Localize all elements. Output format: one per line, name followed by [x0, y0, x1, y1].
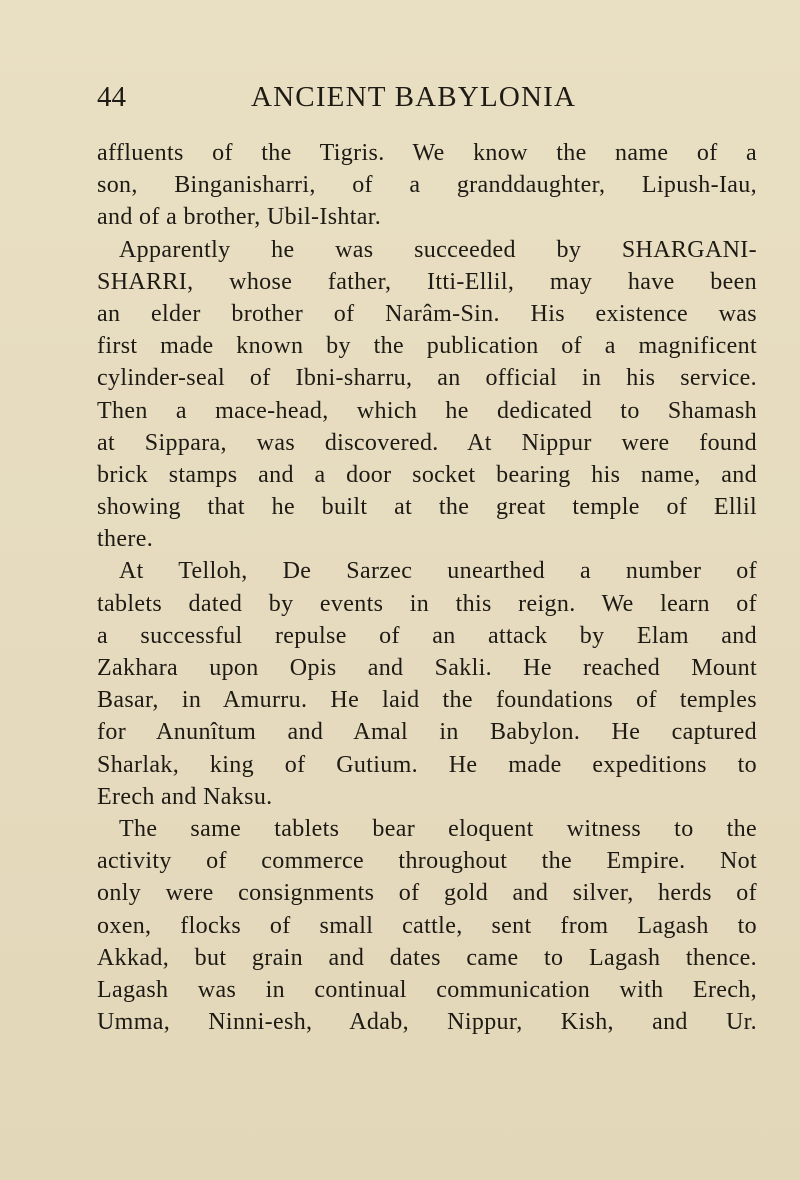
text-line: SHARRI, whose father, Itti-Ellil, may have been — [97, 268, 757, 295]
text-line: Akkad, but grain and dates came to Lagash thence. — [97, 944, 757, 971]
text-line: for Anunîtum and Amal in Babylon. He captured — [97, 719, 757, 746]
text-line: Basar, in Amurru. He laid the foundations of temples — [97, 687, 757, 714]
text-line: a successful repulse of an attack by Elam and — [97, 622, 757, 649]
text-line: affluents of the Tigris. We know the name of a — [97, 140, 757, 166]
text-line: Then a mace-head, which he dedicated to Shamash — [97, 397, 757, 424]
text-line: At Telloh, De Sarzec unearthed a number of — [119, 558, 757, 585]
text-line: an elder brother of Narâm-Sin. His existence was — [97, 300, 757, 327]
text-line: son, Binganisharri, of a granddaughter, Lipush-Iau, — [97, 172, 757, 199]
text-line: Umma, Ninni-esh, Adab, Nippur, Kish, and Ur. — [97, 1009, 757, 1036]
text-line: Lagash was in continual communication with Erech, — [97, 976, 757, 1003]
text-line: only were consignments of gold and silver, herds of — [97, 880, 757, 907]
text-line: cylinder-seal of Ibni-sharru, an official in his service. — [97, 365, 757, 392]
text-line: The same tablets bear eloquent witness to the — [119, 815, 757, 842]
running-head — [97, 80, 757, 120]
text-line: Zakhara upon Opis and Sakli. He reached Mount — [97, 655, 757, 681]
text-line: Erech and Naksu. — [97, 783, 273, 810]
text-line: there. — [97, 526, 154, 553]
running-title: ANCIENT BABYLONIA — [251, 81, 577, 113]
text-line: Apparently he was succeeded by SHARGANI- — [119, 236, 757, 263]
text-line: oxen, flocks of small cattle, sent from Lagash to — [97, 912, 757, 939]
text-line: Sharlak, king of Gutium. He made expeditions to — [97, 751, 757, 778]
text-line: and of a brother, Ubil-Ishtar. — [97, 204, 382, 231]
text-line: brick stamps and a door socket bearing his name, and — [97, 461, 757, 488]
body-text — [97, 137, 757, 1038]
text-line: tablets dated by events in this reign. We learn of — [97, 590, 757, 617]
text-line: at Sippara, was discovered. At Nippur were found — [97, 429, 757, 456]
text-line: first made known by the publication of a magnificent — [97, 333, 757, 360]
text-line: activity of commerce throughout the Empire. Not — [97, 848, 757, 875]
page-number: 44 — [97, 81, 126, 113]
text-line: showing that he built at the great temple of Ellil — [97, 494, 757, 521]
